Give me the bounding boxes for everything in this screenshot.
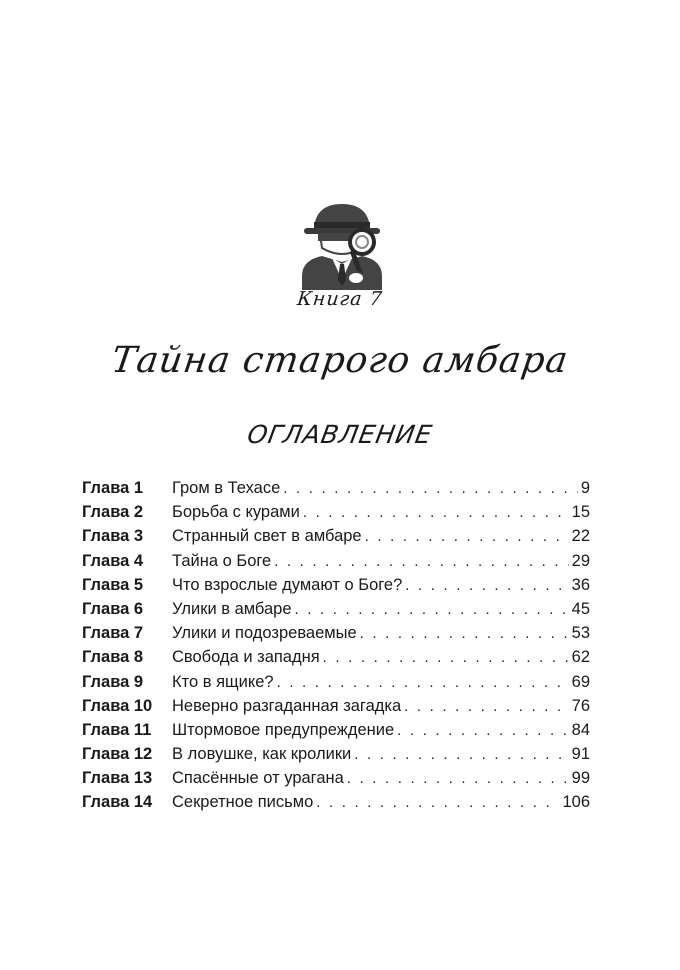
toc-chapter-title: Улики и подозреваемые bbox=[172, 624, 357, 643]
toc-entry bbox=[82, 790, 590, 814]
toc-page-number: 45 bbox=[571, 599, 590, 618]
toc-page-number: 15 bbox=[571, 503, 590, 522]
toc-chapter-title: Неверно разгаданная загадка bbox=[172, 696, 402, 715]
toc-entry bbox=[82, 476, 590, 500]
toc-entry bbox=[82, 500, 590, 524]
toc-chapter-label: Глава 5 bbox=[82, 575, 144, 594]
toc-entry bbox=[82, 742, 590, 766]
toc-entry bbox=[82, 524, 590, 548]
toc-entry bbox=[82, 597, 590, 621]
toc-page-number: 106 bbox=[562, 793, 590, 812]
toc-leader-dots bbox=[347, 767, 569, 791]
toc-page-number: 99 bbox=[571, 769, 590, 788]
toc-leader-dots bbox=[354, 743, 568, 767]
toc-leader-dots bbox=[323, 646, 569, 670]
toc-page-number: 36 bbox=[571, 575, 590, 594]
toc-chapter-title: В ловушке, как кролики bbox=[172, 745, 352, 764]
toc-entry bbox=[82, 549, 590, 573]
toc-entry bbox=[82, 766, 590, 790]
toc-chapter-label: Глава 6 bbox=[82, 599, 144, 618]
toc-page-number: 84 bbox=[571, 720, 590, 739]
toc-page-number: 62 bbox=[571, 648, 590, 667]
toc-chapter-label: Глава 13 bbox=[82, 769, 153, 788]
toc-chapter-label: Глава 10 bbox=[82, 696, 153, 715]
toc-chapter-title: Спасённые от урагана bbox=[172, 769, 344, 788]
toc-entry bbox=[82, 621, 590, 645]
toc-leader-dots bbox=[316, 791, 559, 815]
toc-page-number: 69 bbox=[571, 672, 590, 691]
toc-chapter-title: Секретное письмо bbox=[172, 793, 314, 812]
toc-entry bbox=[82, 718, 590, 742]
toc-chapter-label: Глава 3 bbox=[82, 527, 144, 546]
toc-chapter-label: Глава 11 bbox=[82, 720, 152, 739]
toc-entry bbox=[82, 645, 590, 669]
toc-leader-dots bbox=[295, 598, 569, 622]
toc-chapter-title: Свобода и западня bbox=[172, 648, 320, 667]
toc-chapter-label: Глава 8 bbox=[82, 648, 144, 667]
toc-page-number: 22 bbox=[571, 527, 590, 546]
toc-chapter-label: Глава 2 bbox=[82, 503, 144, 522]
toc-leader-dots bbox=[360, 622, 569, 646]
toc-page-number: 29 bbox=[571, 551, 590, 570]
toc-page-number: 76 bbox=[571, 696, 590, 715]
toc-entry bbox=[82, 573, 590, 597]
toc-chapter-title: Борьба с курами bbox=[172, 503, 300, 522]
toc-chapter-title: Кто в ящике? bbox=[172, 672, 274, 691]
toc-leader-dots bbox=[404, 695, 568, 719]
toc-leader-dots bbox=[303, 501, 569, 525]
book-title: Тайна старого амбара bbox=[108, 340, 572, 381]
toc-page-number: 9 bbox=[580, 479, 590, 497]
toc-chapter-label: Глава 14 bbox=[82, 793, 153, 812]
toc-chapter-title: Тайна о Боге bbox=[172, 551, 272, 570]
toc-entry bbox=[82, 694, 590, 718]
toc-chapter-title: Улики в амбаре bbox=[172, 599, 292, 618]
toc-chapter-label: Глава 12 bbox=[82, 745, 153, 764]
toc-leader-dots bbox=[365, 525, 569, 549]
toc-heading: ОГЛАВЛЕНИЕ bbox=[245, 420, 435, 449]
book-number: Книга 7 bbox=[296, 288, 384, 310]
toc-chapter-title: Гром в Техасе bbox=[172, 479, 281, 497]
toc-chapter-title: Штормовое предупреждение bbox=[172, 720, 395, 739]
toc-chapter-label: Глава 1 bbox=[82, 479, 144, 497]
toc-page-number: 53 bbox=[571, 624, 590, 643]
detective-icon bbox=[296, 198, 388, 292]
toc-page-number: 91 bbox=[571, 745, 590, 764]
toc-chapter-title: Что взрослые думают о Боге? bbox=[172, 575, 403, 594]
toc-leader-dots bbox=[274, 550, 568, 574]
toc-chapter-label: Глава 7 bbox=[82, 624, 144, 643]
toc-leader-dots bbox=[397, 719, 569, 743]
toc-chapter-label: Глава 4 bbox=[82, 551, 144, 570]
toc-entry bbox=[82, 670, 590, 694]
toc-chapter-title: Странный свет в амбаре bbox=[172, 527, 362, 546]
toc-leader-dots bbox=[277, 671, 569, 695]
toc-leader-dots bbox=[283, 477, 578, 501]
toc-chapter-label: Глава 9 bbox=[82, 672, 144, 691]
toc-leader-dots bbox=[405, 574, 568, 598]
table-of-contents bbox=[82, 476, 590, 815]
